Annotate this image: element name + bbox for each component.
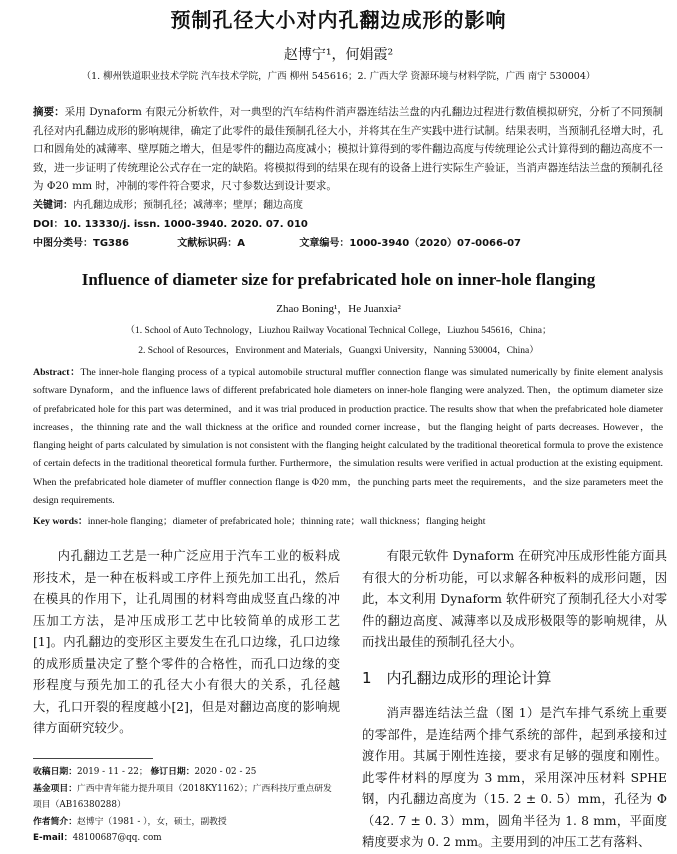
- body-right-column: [362, 546, 667, 854]
- english-keywords-text: inner-hole flanging；diameter of prefabricated hole；thinning rate；wall thickness；flanging height: [87, 516, 486, 527]
- fund-label: 基金项目：: [33, 783, 77, 794]
- intro-paragraph: 内孔翻边工艺是一种广泛应用于汽车工业的板料成形技术，是一种在板料或工序件上预先加工出孔，然后在模具的作用下，让孔周围的材料弯曲成竖直凸缘的冲压加工方法，是冲压成形工艺中比较简单的成形工艺[1]。内孔翻边的变形区主要发生在孔口边缘，孔口边缘的成形质量决定了整个零件的合格性，而孔口边缘的变形程度与预先加工的孔径大小有很大的关系，孔径越大，孔口开裂的程度越小[2]，但是对翻边高度的影响规律方面研究较少。: [33, 549, 340, 735]
- doi-value: 10. 13330/j. issn. 1000-3940. 2020. 07. 010: [63, 219, 308, 230]
- doi-label: DOI：: [33, 219, 64, 230]
- chinese-affiliation: （1. 柳州铁道职业技术学院 汽车技术学院，广西 柳州 545616；2. 广西大学 资源环境与材料学院，广西 南宁 530004）: [81, 71, 596, 82]
- chinese-keywords: [33, 196, 303, 211]
- received-value: 2019 - 11 - 22；: [77, 767, 148, 777]
- article-no-value: 1000-3940（2020）07-0066-07: [349, 238, 522, 249]
- english-abstract: [33, 364, 663, 510]
- email-line: [33, 830, 340, 847]
- doc-code-label: 文献标识码：: [177, 238, 238, 249]
- clc-value: TG386: [93, 238, 129, 249]
- flange-paragraph: 消声器连结法兰盘（图 1）是汽车排气系统上重要的零部件，是连结两个排气系统的部件，起到承接和过渡作用。其属于刚性连接，要求有足够的强度和刚性。此零件材料的厚度为 3 mm，采用深冲压材料 SPHE 钢，内孔翻边高度为（15. 2 ± 0. 5）mm，孔径为 Φ（42. 7 ± 0. 3）mm，圆角半径为 1. 8 mm，平面度精度要求为 0. 2 mm。主要用到的冲压工艺有落料、: [362, 706, 667, 849]
- revised-label: 修订日期：: [150, 767, 195, 777]
- english-authors: Zhao Boning¹，He Juanxia²: [276, 303, 401, 315]
- english-keywords-label: Key words：: [33, 516, 88, 527]
- section-heading: 1 内孔翻边成形的理论计算: [362, 668, 552, 687]
- author-label: 作者简介：: [33, 816, 77, 827]
- software-paragraph: 有限元软件 Dynaform 在研究冲压成形性能方面具有很大的分析功能，可以求解各种板料的成形问题，因此，本文利用 Dynaform 软件研究了预制孔径大小对零件的翻边高度、减薄率以及成形极限等的影响规律，从而找出最佳的预制孔径大小。: [362, 549, 667, 649]
- english-affiliation-2: 2. School of Resources，Environment and Materials，Guangxi University，Nanning 530004，China）: [138, 346, 539, 356]
- chinese-authors: 赵博宁¹，何娟霞²: [283, 47, 394, 63]
- author-value: 赵博宁（1981 - ），女，硕士，副教授: [77, 816, 227, 827]
- body-left-column: [33, 546, 340, 740]
- fund-value: 广西中青年能力提升项目（2018KY1162）；广西科技厅重点研发项目（AB16380288）: [33, 783, 332, 810]
- classification-line: [33, 234, 663, 249]
- doc-code-value: A: [237, 238, 246, 249]
- chinese-abstract: [33, 103, 663, 196]
- email-label: E-mail：: [33, 833, 73, 843]
- abstract-label: 摘要：: [33, 106, 65, 118]
- footnote-rule: [33, 758, 153, 759]
- abstract-text: 采用 Dynaform 有限元分析软件，对一典型的汽车结构件消声器连结法兰盘的内孔翻边过程进行数值模拟研究，分析了不同预制孔径对内孔翻边成形的影响规律，确定了此零件的最佳预制孔径大小，并将其在生产实践中进行试制。结果表明，当预制孔径增大时，孔口和圆角处的减薄率、壁厚随之增大，但是零件的翻边高度减小；模拟计算得到的零件翻边高度与传统理论公式计算得到的翻边高度不一致，进一步证明了传统理论公式存在一定的缺陷。将模拟得到的结果在现有的设备上进行实际生产验证，当消声器连结法兰盘的预制孔径为 Φ20 mm 时，冲制的零件符合要求，尺寸参数达到设计要求。: [33, 106, 664, 192]
- fund-line: [33, 781, 340, 814]
- received-label: 收稿日期：: [33, 767, 77, 777]
- chinese-title: 预制孔径大小对内孔翻边成形的影响: [170, 8, 507, 32]
- clc-label: 中图分类号：: [33, 238, 93, 249]
- english-title: Influence of diameter size for prefabricated hole on inner-hole flanging: [81, 270, 596, 289]
- email-value: 48100687@qq. com: [72, 833, 162, 843]
- keywords-text: 内孔翻边成形；预制孔径；减薄率；壁厚；翻边高度: [73, 200, 303, 211]
- english-keywords: [33, 513, 663, 527]
- doi-line: [33, 215, 308, 230]
- english-affiliation-1: （1. School of Auto Technology，Liuzhou Railway Vocational Technical College，Liuzhou 545616，China；: [125, 326, 552, 336]
- revised-value: 2020 - 02 - 25: [194, 767, 257, 777]
- article-no-label: 文章编号：: [299, 238, 350, 249]
- english-abstract-label: Abstract：: [33, 367, 81, 378]
- footnote-block: [33, 764, 340, 847]
- keywords-label: 关键词：: [33, 200, 73, 211]
- english-abstract-text: The inner-hole flanging process of a typical automobile structural muffler connection flange was simulated numerically by finite element analysis software Dynaform，and the influence laws of different prefabricated hole diameters on inner-hole flanging were analyzed. Then，the optimum diameter size of prefabricated hole for this part was determined，and it was trial produced in production practice. The results show that when the prefabricated hole diameter increases，the thinning rate and the wall thickness at the orifice and rounded corner increase，but the flanging height of parts decreases. However，the flanging height of parts calculated by simulation is not consistent with the flanging height calculated by the traditional theoretical formula to prove the existence of certain defects in the traditional theoretical formula further. Furthermore，the simulation results were verified in actual production at the existing equipment. When the prefabricated hole diameter of muffler connection flange is Φ20 mm，the punching parts meet the requirements，and the size parameters meet the design requirements.: [33, 367, 663, 507]
- author-line: [33, 814, 340, 831]
- received-line: [33, 764, 340, 781]
